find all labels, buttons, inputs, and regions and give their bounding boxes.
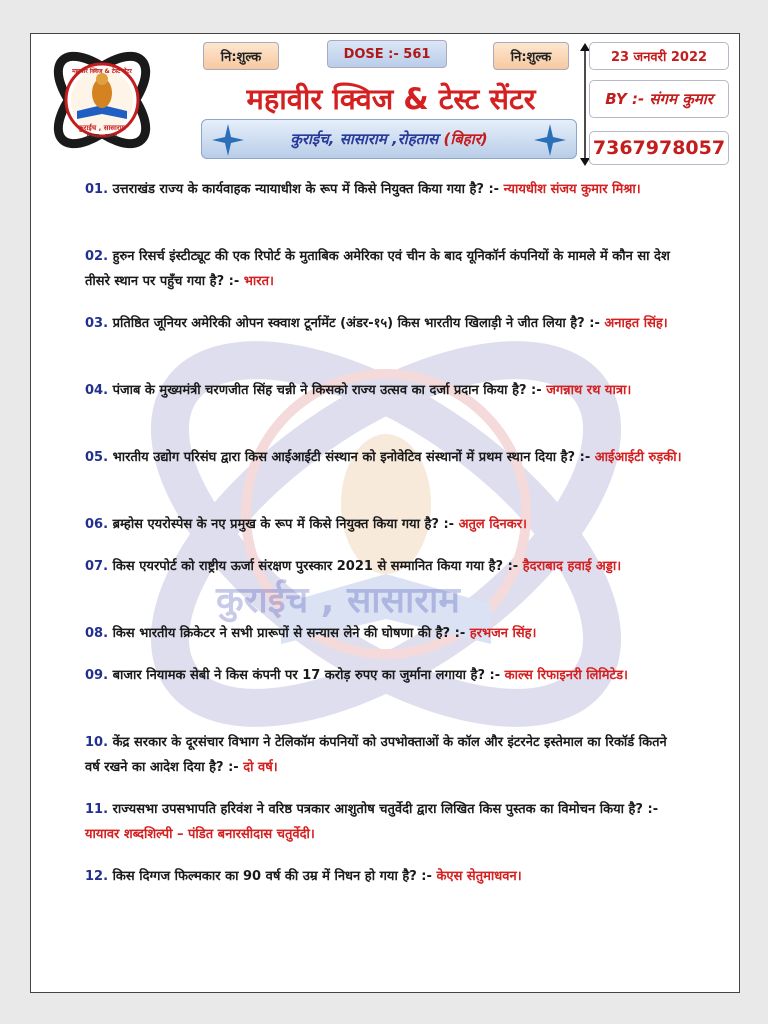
question-number: 09.: [85, 668, 109, 683]
question-number: 11.: [85, 802, 109, 817]
question-answer: केएस सेतुमाधवन।: [436, 869, 522, 884]
phone-box: 7367978057: [589, 131, 729, 165]
question-answer: हरभजन सिंह।: [469, 626, 537, 641]
question-answer: अनाहत सिंह।: [604, 316, 668, 331]
header: [31, 34, 739, 169]
question-item: [85, 445, 685, 470]
author-box: [589, 80, 729, 118]
location-text: [252, 129, 526, 149]
center-title: महावीर क्विज & टेस्ट सेंटर: [246, 82, 536, 116]
question-item: [85, 244, 685, 294]
date-box: 23 जनवरी 2022: [589, 42, 729, 70]
question-text: प्रतिष्ठित जूनियर अमेरिकी ओपन स्क्वाश टूर्नामेंट (अंडर-१५) किस भारतीय खिलाड़ी ने जीत लिया है? :-: [112, 316, 600, 331]
question-answer: न्यायधीश संजय कुमार मिश्रा।: [503, 182, 641, 197]
author-name: संगम कुमार: [649, 90, 713, 108]
question-item: [85, 730, 685, 780]
dose-badge: DOSE :- 561: [327, 40, 447, 68]
question-answer: काल्स रिफाइनरी लिमिटेड।: [504, 668, 628, 683]
question-text: किस भारतीय क्रिकेटर ने सभी प्रारूपों से सन्यास लेने की घोषणा की है? :-: [112, 626, 466, 641]
center-logo: [41, 39, 163, 161]
free-badge-left: नि:शुल्क: [203, 42, 279, 70]
question-number: 08.: [85, 626, 109, 641]
question-text: केंद्र सरकार के दूरसंचार विभाग ने टेलिकॉम कंपनियों को उपभोक्ताओं के कॉल और इंटरनेट इस्तेमाल का रिकॉर्ड कितने वर्ष रखने का आदेश दिया है? :-: [85, 735, 667, 775]
question-number: 07.: [85, 559, 109, 574]
question-text: किस एयरपोर्ट को राष्ट्रीय ऊर्जा संरक्षण पुरस्कार 2021 से सम्मानित किया गया है? :-: [112, 559, 519, 574]
logo-sub-text: कुराईच , सासाराम: [78, 124, 126, 132]
question-answer: अतुल दिनकर।: [458, 517, 527, 532]
question-text: बाजार नियामक सेबी ने किस कंपनी पर 17 करोड़ रुपए का जुर्माना लगाया है? :-: [112, 668, 501, 683]
question-number: 01.: [85, 182, 109, 197]
location-bar: [201, 119, 577, 159]
document-page: [30, 33, 740, 993]
question-item: [85, 378, 685, 403]
author-prefix: BY :-: [605, 90, 645, 108]
question-item: [85, 864, 685, 889]
question-text: किस दिग्गज फिल्मकार का 90 वर्ष की उम्र में निधन हो गया है? :-: [112, 869, 432, 884]
question-text: राज्यसभा उपसभापति हरिवंश ने वरिष्ठ पत्रकार आशुतोष चतुर्वेदी द्वारा लिखित किस पुस्तक का विमोचन किया है? :-: [112, 802, 659, 817]
question-number: 03.: [85, 316, 109, 331]
question-number: 10.: [85, 735, 109, 750]
question-text: ब्रम्होस एयरोस्पेस के नए प्रमुख के रूप में किसे नियुक्त किया गया है? :-: [112, 517, 455, 532]
question-item: [85, 621, 685, 646]
star-icon: [210, 122, 246, 158]
logo-estd-text: ESTD - 2008: [86, 134, 118, 140]
question-item: [85, 311, 685, 336]
question-text: पंजाब के मुख्यमंत्री चरणजीत सिंह चन्नी ने किसको राज्य उत्सव का दर्जा प्रदान किया है? :-: [112, 383, 542, 398]
question-number: 06.: [85, 517, 109, 532]
question-answer: जगन्नाथ रथ यात्रा।: [546, 383, 632, 398]
watermark-text: कुराईच , सासाराम: [216, 580, 460, 621]
question-text: भारतीय उद्योग परिसंघ द्वारा किस आईआईटी संस्थान को इनोवेटिव संस्थानों में प्रथम स्थान दिया है? :-: [112, 450, 591, 465]
question-answer: यायावर शब्दशिल्पी – पंडित बनारसीदास चतुर्वेदी।: [85, 827, 315, 842]
logo-title-text: महावीर क्विज & टेस्ट सेंटर: [72, 68, 132, 75]
star-icon: [532, 122, 568, 158]
question-item: [85, 177, 685, 202]
location-state: (बिहार): [443, 130, 488, 148]
question-answer: दो वर्ष।: [243, 760, 278, 775]
question-number: 02.: [85, 249, 109, 264]
question-answer: भारत।: [243, 274, 274, 289]
question-item: [85, 554, 685, 579]
question-item: [85, 797, 685, 847]
question-number: 04.: [85, 383, 109, 398]
question-item: [85, 512, 685, 537]
question-item: [85, 663, 685, 688]
question-answer: आईआईटी रुड़की।: [594, 450, 682, 465]
location-city: कुराईच, सासाराम ,रोहतास: [290, 130, 439, 148]
question-text: उत्तराखंड राज्य के कार्यवाहक न्यायाधीश के रूप में किसे नियुक्त किया गया है? :-: [112, 182, 500, 197]
free-badge-right: नि:शुल्क: [493, 42, 569, 70]
question-answer: हैदराबाद हवाई अड्डा।: [522, 559, 622, 574]
question-text: हुरुन रिसर्च इंस्टीट्यूट की एक रिपोर्ट के मुताबिक अमेरिका एवं चीन के बाद यूनिकॉर्न कंपनियों के मामले में कौन सा देश तीसरे स्थान पर पहुँच गया है? :-: [85, 249, 670, 289]
question-number: 12.: [85, 869, 109, 884]
question-number: 05.: [85, 450, 109, 465]
